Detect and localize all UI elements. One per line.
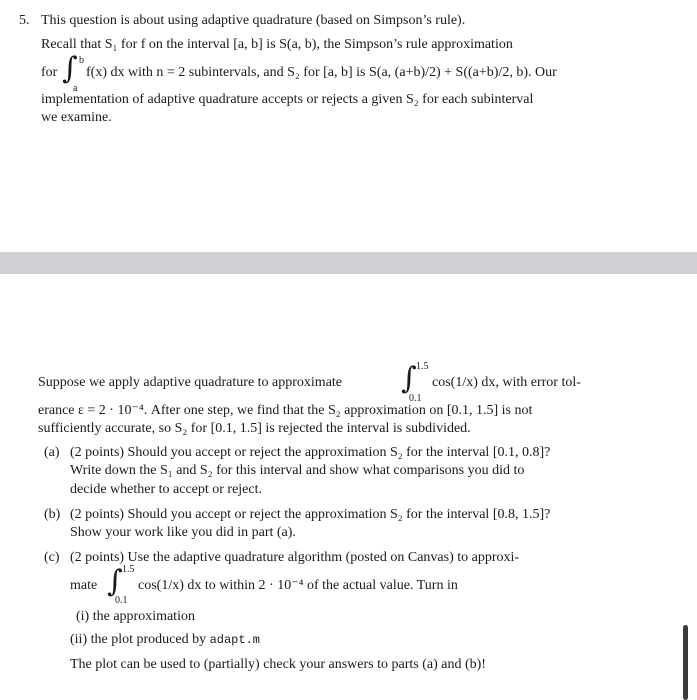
setup-integral-upper-limit: 1.5 — [416, 361, 429, 372]
part-c-line-2-post: cos(1/x) dx to within 2 · 10⁻⁴ of the actual value. Turn in — [138, 578, 458, 593]
part-b-line-1: (2 points) Should you accept or reject the approximation S₂ for the interval [0.8, 1.5]? — [70, 507, 551, 522]
question-recall-line: Recall that S₁ for f on the interval [a, b] is S(a, b), the Simpson’s rule approximation — [41, 37, 513, 52]
setup-line-3: sufficiently accurate, so S₂ for [0.1, 1.5] is rejected the interval is subdivided. — [38, 421, 471, 436]
part-a-line-2: Write down the S₁ and S₂ for this interval and show what comparisons you did to — [70, 463, 525, 478]
page-gap-divider — [0, 252, 697, 274]
part-c-item-ii-text: (ii) the plot produced by — [70, 632, 207, 647]
question-header-page — [0, 0, 697, 252]
question-intro-line: This question is about using adaptive quadrature (based on Simpson’s rule). — [41, 13, 466, 28]
part-a-line-3: decide whether to accept or reject. — [70, 482, 263, 497]
part-a-label: (a) — [44, 445, 60, 460]
integral-sign: ∫ — [62, 51, 78, 86]
vertical-scrollbar[interactable] — [683, 625, 688, 700]
setup-line-1-post: cos(1/x) dx, with error tol- — [432, 375, 581, 390]
question-number: 5. — [19, 13, 30, 28]
part-c-note: The plot can be used to (partially) check your answers to parts (a) and (b)! — [70, 657, 486, 672]
part-c-label: (c) — [44, 550, 60, 565]
setup-integral-lower-limit: 0.1 — [409, 393, 422, 404]
question-implementation-line: implementation of adaptive quadrature accepts or rejects a given S₂ for each subinterval — [41, 92, 534, 107]
part-c-item-i: (i) the approximation — [76, 609, 195, 624]
integral-sign-part-c: ∫ — [107, 564, 123, 599]
part-c-line-2-pre: mate — [70, 578, 98, 593]
part-c-integral-upper-limit: 1.5 — [122, 564, 135, 575]
part-b-line-2: Show your work like you did in part (a). — [70, 525, 296, 540]
part-c-integral-lower-limit: 0.1 — [115, 595, 128, 606]
part-c-code-filename: adapt.m — [209, 633, 260, 647]
part-c-line-1: (2 points) Use the adaptive quadrature algorithm (posted on Canvas) to approxi- — [70, 550, 520, 565]
question-simpson-line: f(x) dx with n = 2 subintervals, and S₂ for [a, b] is S(a, (a+b)/2) + S((a+b)/2, b). Our — [86, 65, 557, 80]
question-body-page — [0, 274, 697, 700]
part-c-item-ii — [70, 631, 260, 649]
integral-upper-limit: b — [79, 55, 84, 66]
integral-lower-limit: a — [73, 83, 78, 94]
question-for-word: for — [41, 65, 58, 80]
setup-line-1-pre: Suppose we apply adaptive quadrature to approximate — [38, 375, 343, 390]
part-a-line-1: (2 points) Should you accept or reject the approximation S₂ for the interval [0.1, 0.8]? — [70, 445, 551, 460]
part-b-label: (b) — [44, 507, 61, 522]
integral-sign-setup: ∫ — [401, 361, 417, 396]
question-examine-line: we examine. — [41, 110, 112, 125]
setup-line-2: erance ε = 2 · 10⁻⁴. After one step, we find that the S₂ approximation on [0.1, 1.5] is not — [38, 403, 533, 418]
